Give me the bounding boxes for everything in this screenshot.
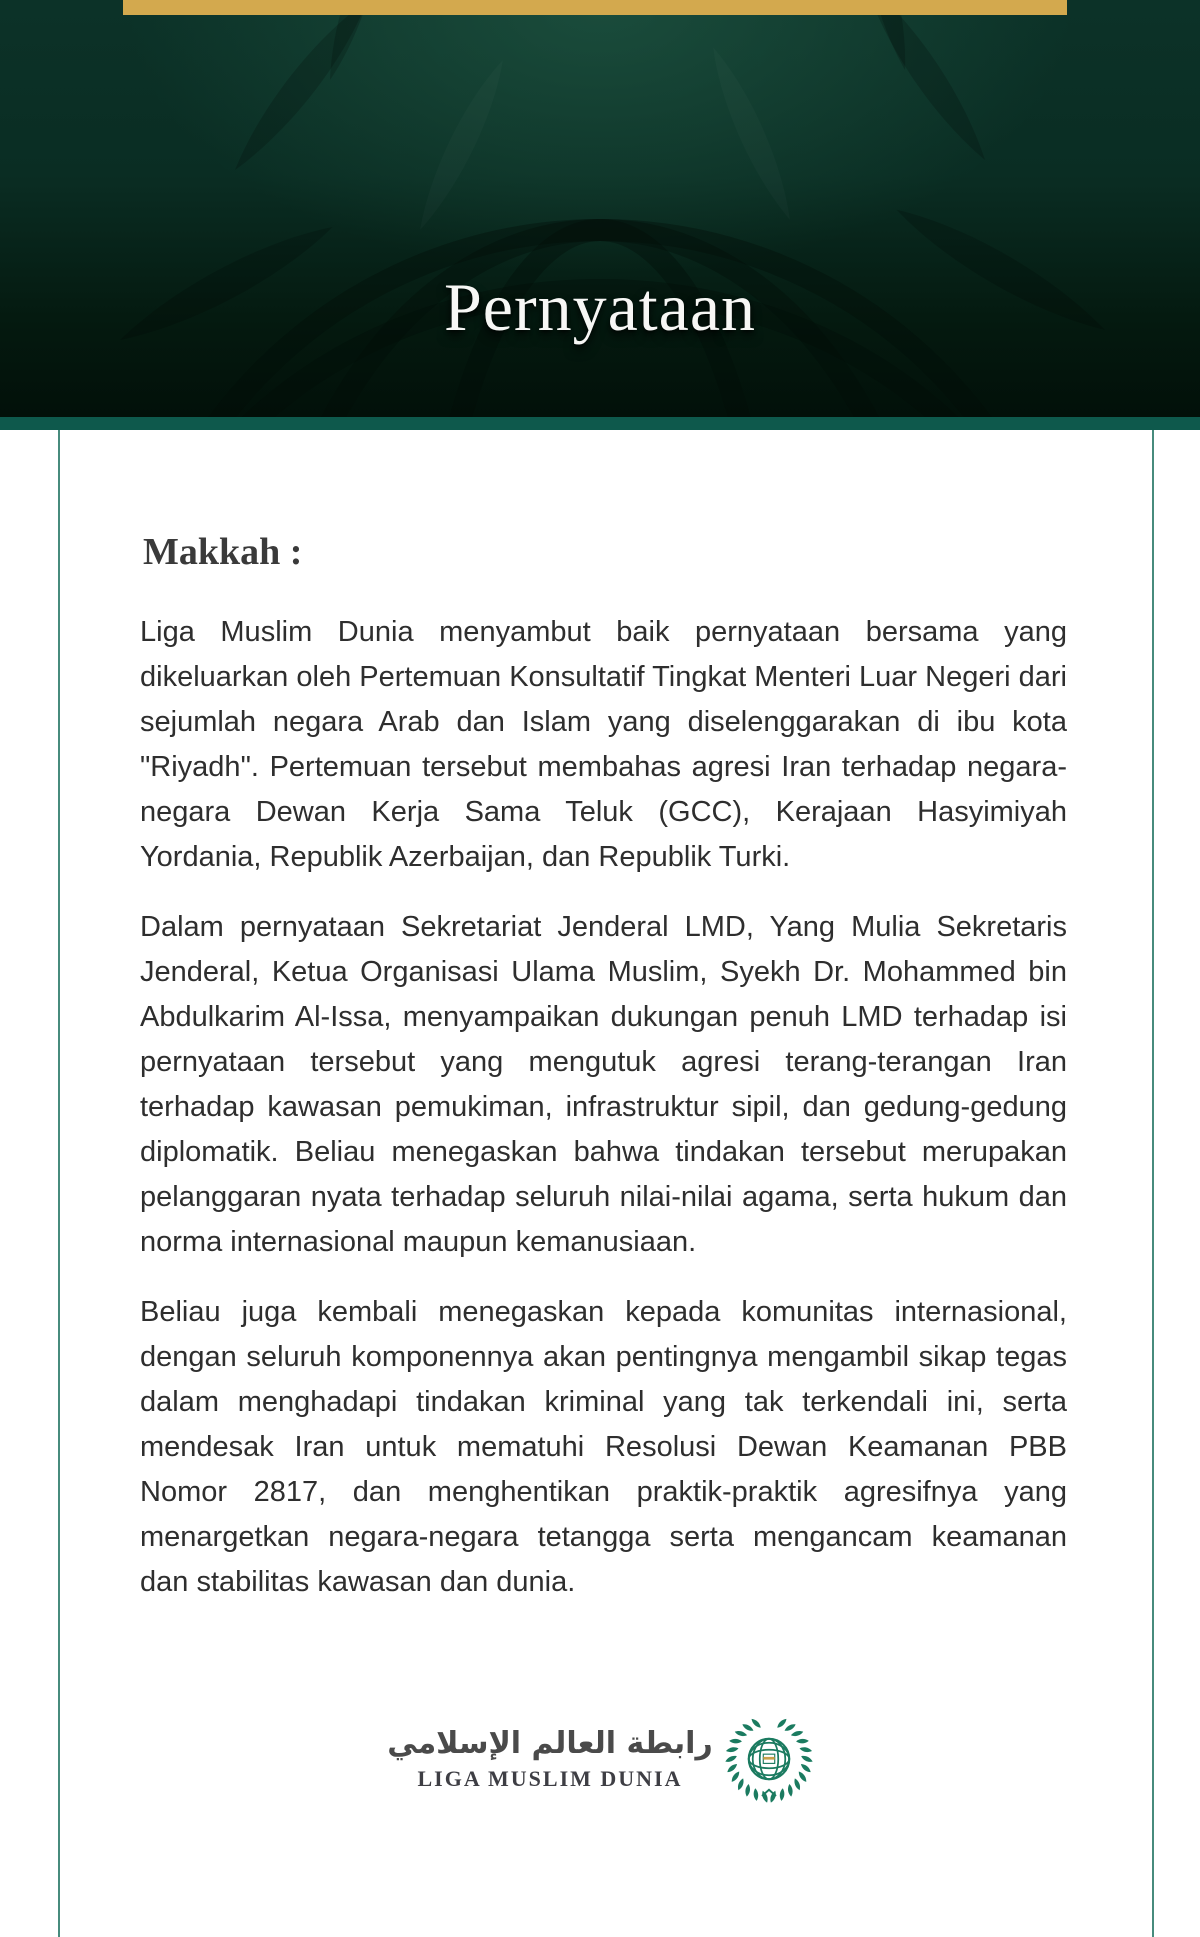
logo-arabic-calligraphy: رابطة العالم الإسلامي — [387, 1726, 713, 1761]
hero-header — [0, 0, 1200, 417]
teal-divider-strip — [0, 417, 1200, 430]
logo-organization-name: LIGA MUSLIM DUNIA — [417, 1766, 683, 1791]
wreath-globe-emblem-icon — [725, 1715, 813, 1803]
location-heading: Makkah : — [143, 531, 303, 573]
statement-body — [0, 430, 1200, 1937]
page-title: Pernyataan — [443, 269, 757, 345]
left-rule-line — [58, 430, 60, 1937]
right-rule-line — [1152, 430, 1154, 1937]
statement-paragraphs — [140, 610, 1067, 1605]
foliage-globe-background-art — [0, 0, 1200, 417]
paragraph-2: Dalam pernyataan Sekretariat Jenderal LMD, Yang Mulia Sekretaris Jenderal, Ketua Organisasi Ulama Muslim, Syekh Dr. Mohammed bin Abdulkarim Al-Issa, menyampaikan dukungan penuh LMD terhadap isi pernyataan tersebut yang mengutuk agresi terang-terangan Iran terhadap kawasan pemukiman, infrastruktur sipil, dan gedung-gedung diplomatik. Beliau menegaskan bahwa tindakan tersebut merupakan pelanggaran nyata terhadap seluruh nilai-nilai agama, serta hukum dan norma internasional maupun kemanusiaan. — [140, 911, 1067, 1258]
paragraph-1: Liga Muslim Dunia menyambut baik pernyataan bersama yang dikeluarkan oleh Pertemuan Konsultatif Tingkat Menteri Luar Negeri dari sejumlah negara Arab dan Islam yang diselenggarakan di ibu kota "Riyadh". Pertemuan tersebut membahas agresi Iran terhadap negara-negara Dewan Kerja Sama Teluk (GCC), Kerajaan Hasyimiyah Yordania, Republik Azerbaijan, dan Republik Turki. — [140, 616, 1067, 873]
paragraph-3: Beliau juga kembali menegaskan kepada komunitas internasional, dengan seluruh komponennya akan pentingnya mengambil sikap tegas dalam menghadapi tindakan kriminal yang tak terkendali ini, serta mendesak Iran untuk mematuhi Resolusi Dewan Keamanan PBB Nomor 2817, dan menghentikan praktik-praktik agresifnya yang menargetkan negara-negara tetangga serta mengancam keamanan dan stabilitas kawasan dan dunia. — [140, 1296, 1067, 1598]
logo-wordmark — [387, 1726, 713, 1792]
gold-accent-bar — [123, 0, 1067, 15]
organization-logo — [0, 1715, 1200, 1803]
